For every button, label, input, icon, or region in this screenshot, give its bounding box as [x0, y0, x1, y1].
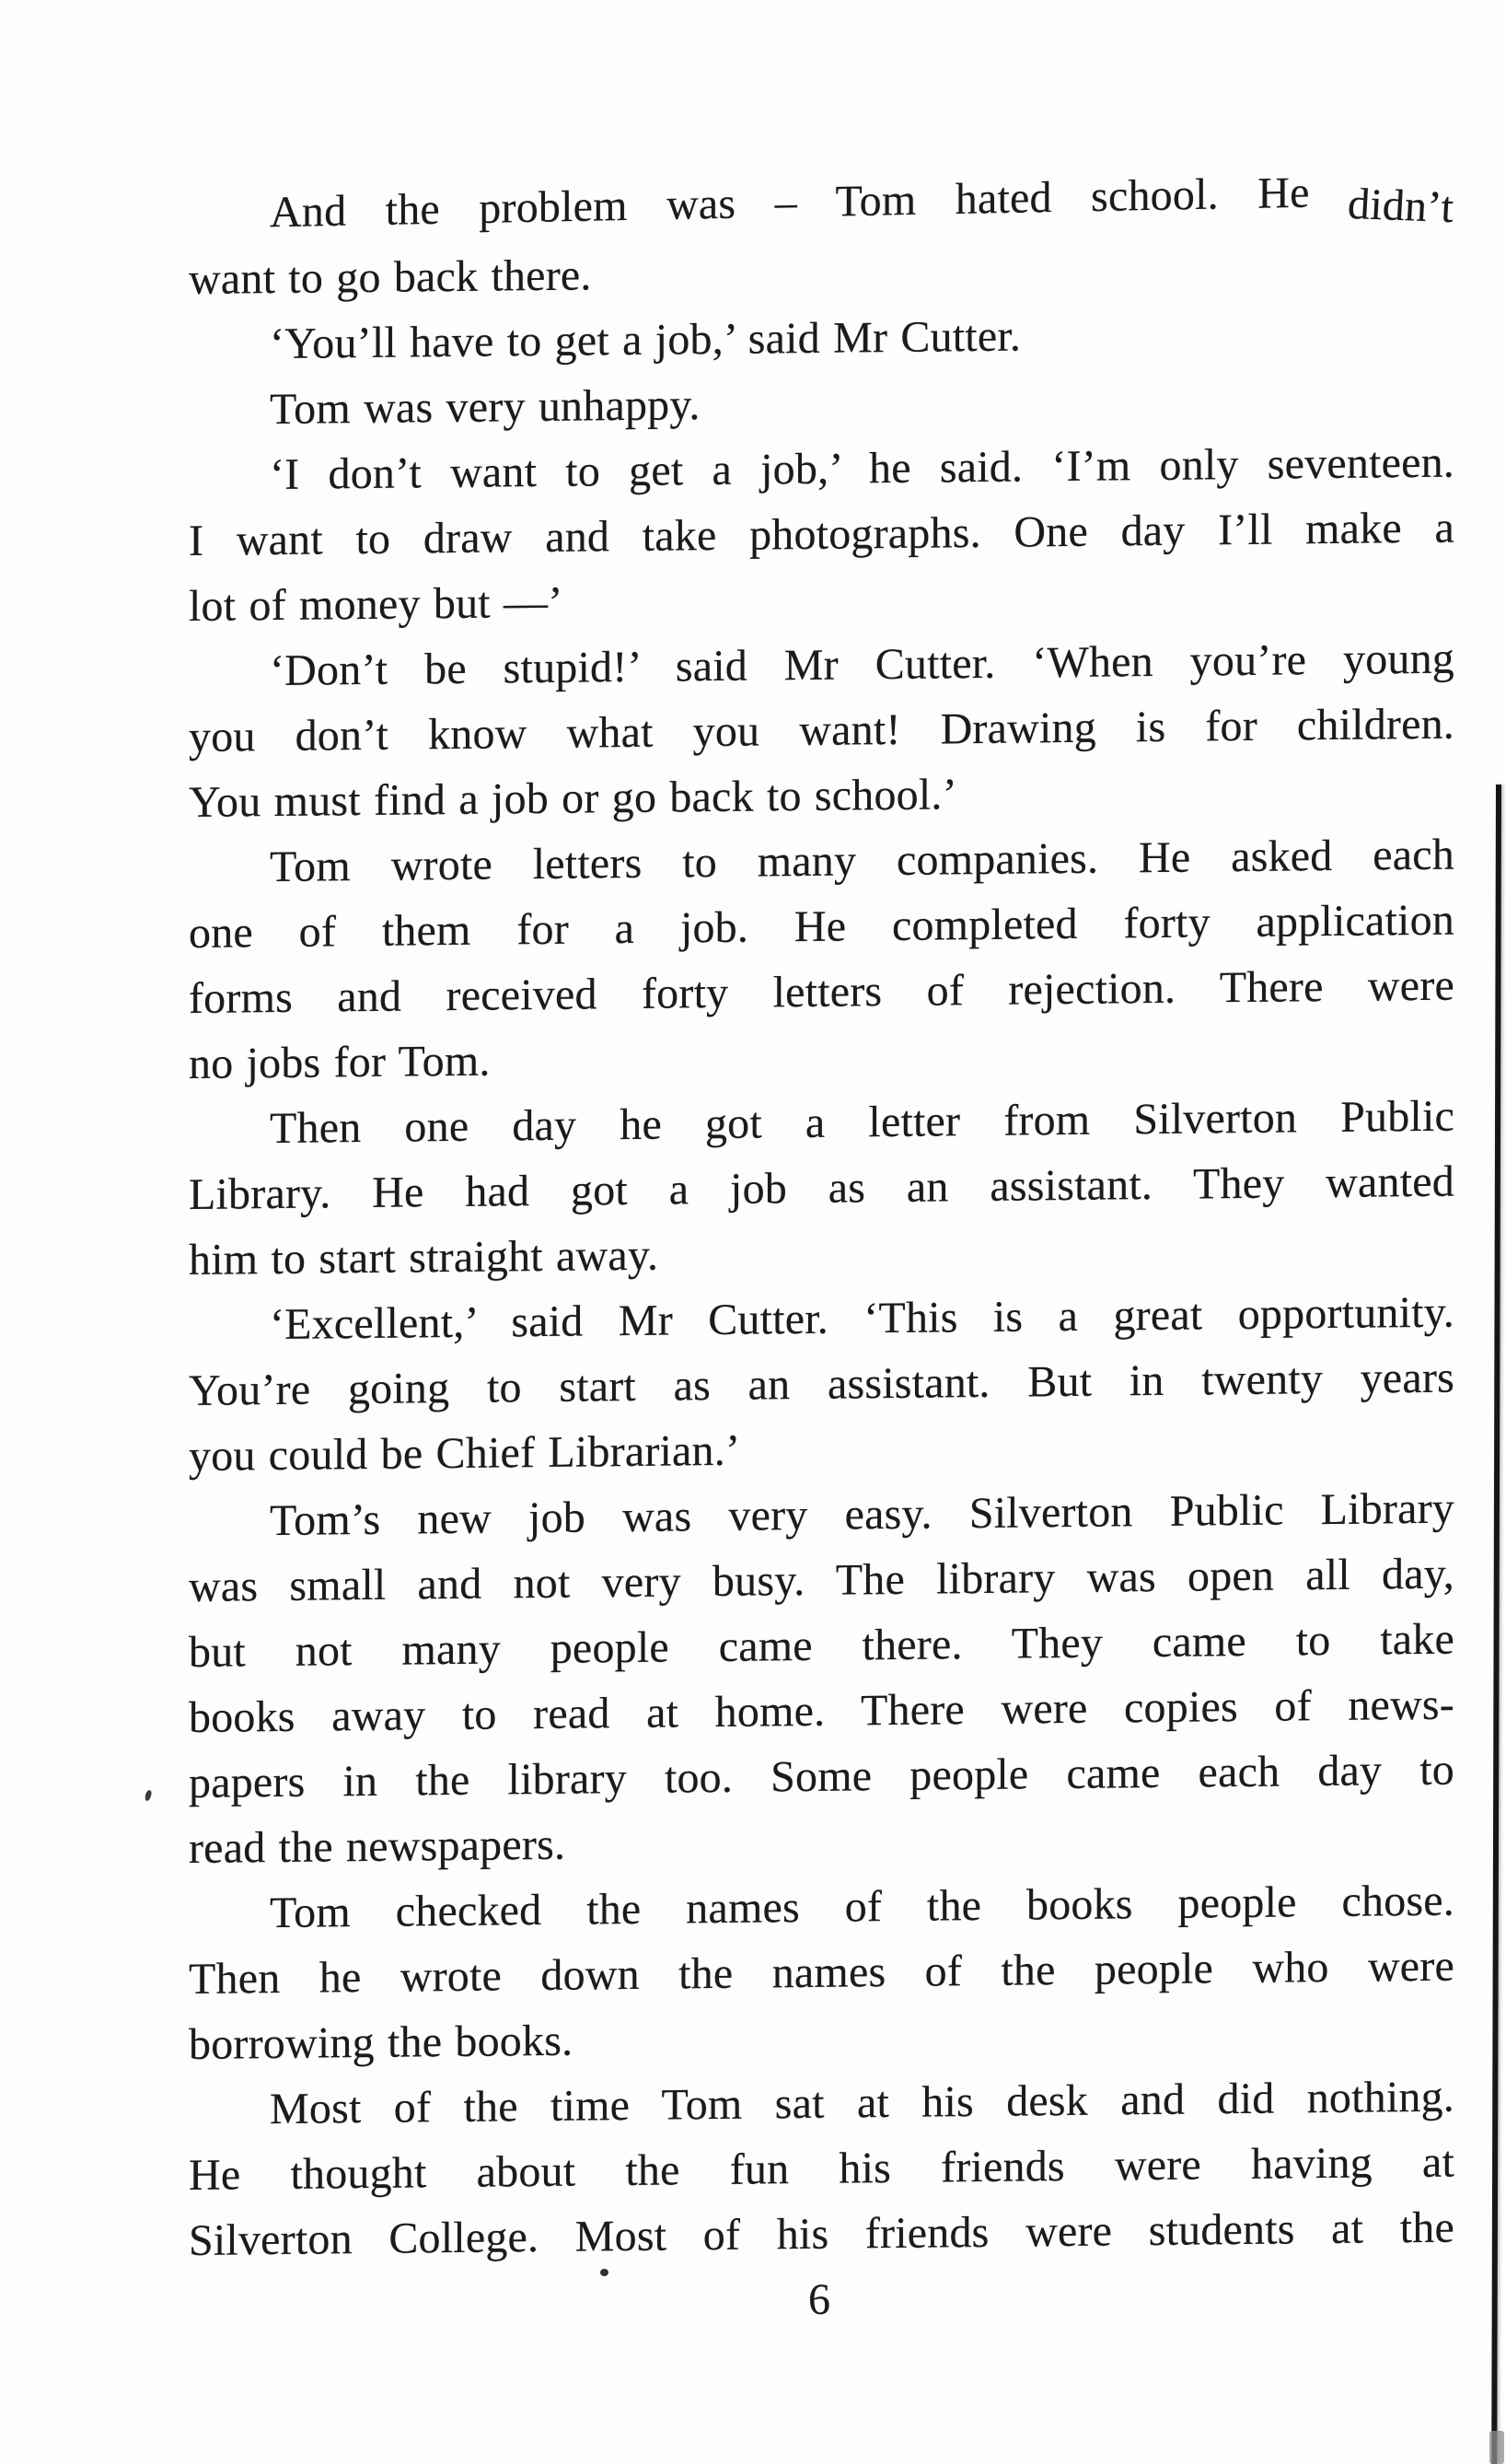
text-line: Tom checked the names of the books people chose. — [270, 1876, 1454, 1938]
text-line: Then one day he got a letter from Silverton Public — [270, 1091, 1454, 1154]
text-line: you could be Chief Librarian.’ — [189, 1425, 741, 1481]
text-line: Library. He had got a job as an assistant. They wanted — [189, 1156, 1454, 1219]
text-line-curled-word: didn’t — [1346, 179, 1455, 233]
text-line-head: And the problem was – Tom hated school. He — [270, 168, 1310, 238]
text-line: one of them for a job. He completed forty application — [189, 895, 1454, 958]
text-line: ‘You’ll have to get a job,’ said Mr Cutter. — [270, 311, 1022, 369]
text-block — [189, 169, 1454, 2273]
text-line: you don’t know what you want! Drawing is for children. — [189, 699, 1454, 761]
text-line: lot of money but —’ — [189, 577, 563, 631]
text-line: books away to read at home. There were copies of news- — [189, 1679, 1454, 1742]
text-line: but not many people came there. They came to take — [189, 1614, 1454, 1677]
text-line: Then he wrote down the names of the people who were — [189, 1941, 1454, 2004]
text-line: want to go back there. — [189, 250, 592, 304]
text-line: ‘I don’t want to get a job,’ he said. ‘I’m only seventeen. — [270, 437, 1454, 500]
text-line: read the newspapers. — [189, 1819, 566, 1873]
text-line: You must find a job or go back to school.’ — [189, 770, 957, 827]
text-line: He thought about the fun his friends were having at — [189, 2137, 1454, 2200]
scan-gutter-smudge — [1489, 2431, 1504, 2464]
text-line: was small and not very busy. The library was open all day, — [189, 1549, 1454, 1611]
text-line: Silverton College. Most of his friends were students at the — [189, 2202, 1454, 2265]
text-line — [189, 157, 1454, 247]
text-line: Tom was very unhappy. — [270, 380, 701, 435]
page-number: 6 — [808, 2275, 830, 2324]
text-line: ‘Excellent,’ said Mr Cutter. ‘This is a great opportunity. — [270, 1287, 1454, 1350]
text-line: no jobs for Tom. — [189, 1036, 491, 1088]
text-line: Most of the time Tom sat at his desk and did nothing. — [270, 2072, 1454, 2134]
text-line: I want to draw and take photographs. One day I’ll make a — [189, 503, 1454, 565]
text-line: forms and received forty letters of rejection. There were — [189, 960, 1454, 1023]
scan-gutter-line — [1491, 785, 1501, 2464]
text-line: him to start straight away. — [189, 1230, 659, 1284]
ink-speck — [600, 2269, 608, 2276]
text-line: Tom’s new job was very easy. Silverton Public Library — [270, 1483, 1454, 1546]
text-line: ‘Don’t be stupid!’ said Mr Cutter. ‘When you’re young — [270, 633, 1454, 696]
text-line: borrowing the books. — [189, 2016, 573, 2069]
text-line: Tom wrote letters to many companies. He asked each — [270, 830, 1454, 892]
text-line: You’re going to start as an assistant. But in twenty years — [189, 1353, 1454, 1415]
text-line: papers in the library too. Some people came each day to — [189, 1745, 1454, 1807]
ink-speck — [144, 1789, 152, 1801]
